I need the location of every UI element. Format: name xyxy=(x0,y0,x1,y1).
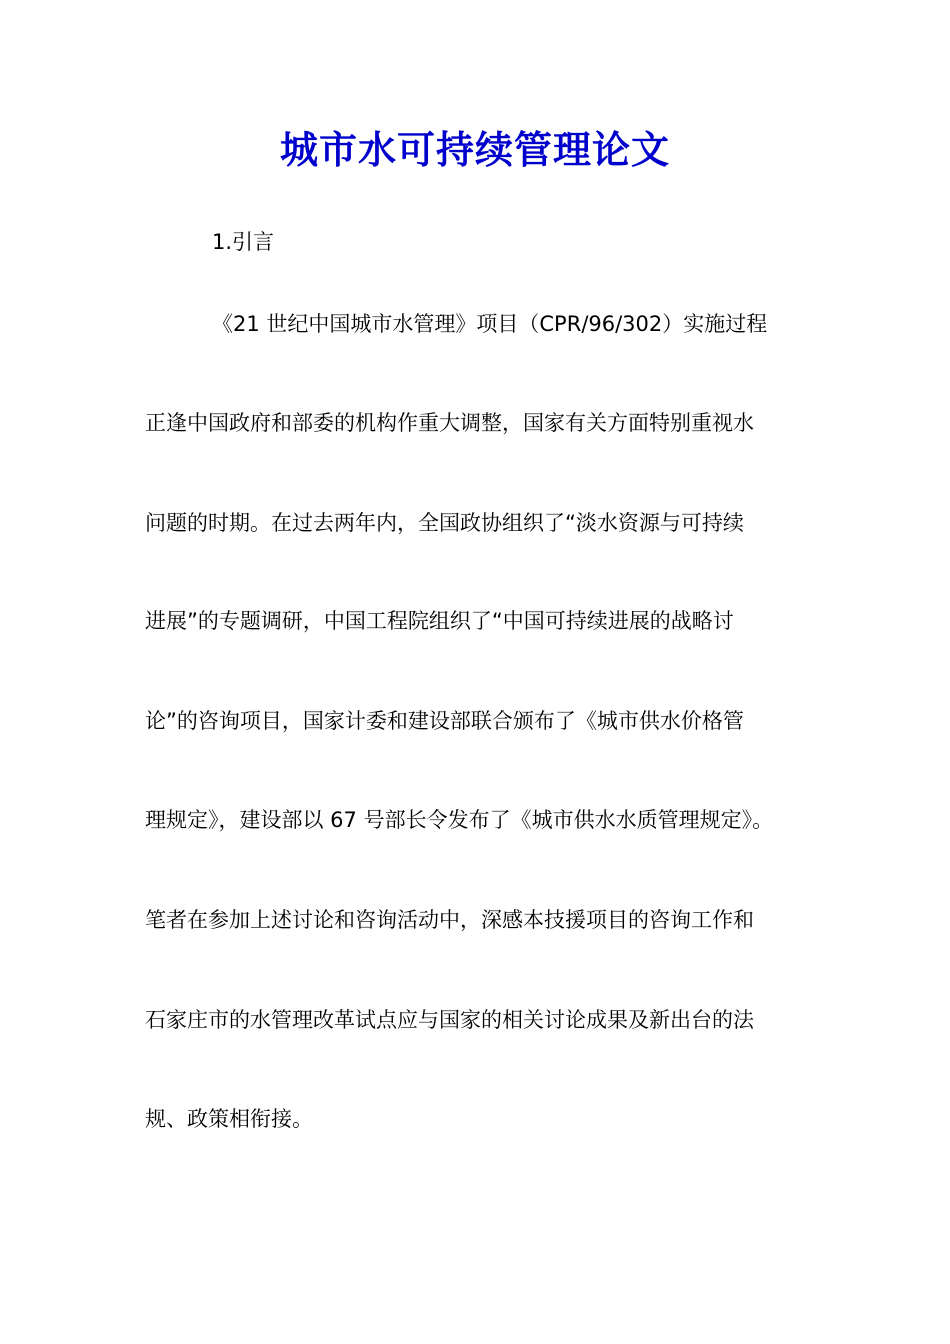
paragraph-line: 问题的时期。在过去两年内，全国政协组织了“淡水资源与可持续 xyxy=(145,511,744,535)
paragraph-line: 笔者在参加上述讨论和咨询活动中，深感本技援项目的咨询工作和 xyxy=(145,908,754,932)
paragraph-line: 规、政策相衔接。 xyxy=(145,1107,313,1131)
paragraph-line: 论”的咨询项目，国家计委和建设部联合颁布了《城市供水价格管 xyxy=(145,709,744,733)
document-title: 城市水可持续管理论文 xyxy=(279,127,670,172)
paragraph-line: 石家庄市的水管理改革试点应与国家的相关讨论成果及新出台的法 xyxy=(145,1008,754,1032)
paragraph-line: 理规定》，建设部以 67 号部长令发布了《城市供水水质管理规定》。 xyxy=(145,808,774,832)
paragraph-line: 进展”的专题调研，中国工程院组织了“中国可持续进展的战略讨 xyxy=(145,609,734,633)
paragraph-line: 《21 世纪中国城市水管理》项目（CPR/96/302）实施过程 xyxy=(212,312,768,336)
section-heading: 1.引言 xyxy=(212,230,275,254)
paragraph-line: 正逢中国政府和部委的机构作重大调整，国家有关方面特别重视水 xyxy=(145,411,754,435)
